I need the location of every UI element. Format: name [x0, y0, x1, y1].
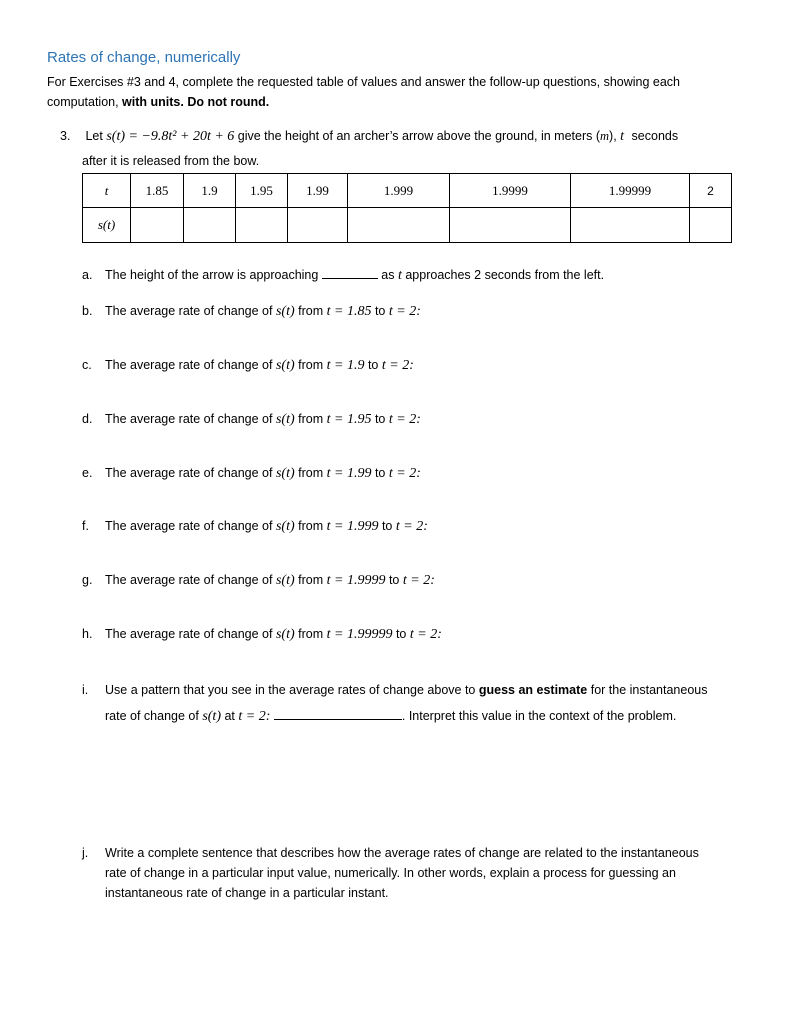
start-time: t = 1.85 — [326, 304, 372, 319]
function-notation: s(t) — [106, 129, 126, 144]
item-text: for the instantaneous — [587, 683, 708, 697]
start-time: t = 1.95 — [326, 412, 372, 427]
item-h — [82, 627, 442, 643]
instructions — [47, 72, 680, 112]
table-row-s — [83, 208, 732, 243]
item-i-line-1 — [82, 677, 707, 703]
problem-3-line-2: after it is released from the bow. — [82, 154, 260, 168]
time-variable: t — [397, 268, 402, 283]
item-text: from — [298, 304, 324, 318]
start-time: t = 1.99 — [326, 466, 372, 481]
table-row-t — [83, 174, 732, 208]
page-title: Rates of change, numerically — [47, 49, 241, 66]
problem-description: give the height of an archer’s arrow above the ground, in meters ( — [237, 129, 601, 143]
seconds-text: seconds — [631, 129, 679, 143]
item-text: The average rate of change of — [105, 519, 273, 533]
item-label: i. — [82, 683, 89, 697]
item-text: to — [367, 358, 379, 372]
item-j-line-2: rate of change in a particular input value, numerically. In other words, explain a process for guessing an — [105, 866, 676, 880]
item-text: to — [388, 573, 400, 587]
problem-description-2: ), — [609, 129, 617, 143]
item-text: Use a pattern that you see in the average rates of change above to — [105, 683, 479, 697]
item-label: b. — [82, 304, 93, 318]
s-value-cell[interactable] — [131, 208, 184, 243]
instructions-text: computation, — [47, 95, 123, 109]
start-time: t = 1.9 — [326, 358, 365, 373]
item-text: rate of change of — [105, 709, 199, 723]
t-value-cell: 1.85 — [131, 174, 184, 208]
item-label: g. — [82, 573, 93, 587]
problem-number: 3. — [60, 129, 71, 143]
item-text: The average rate of change of — [105, 573, 273, 587]
end-time: t = 2: — [409, 627, 442, 642]
item-text: Write a complete sentence that describes how the average rates of change are related to the instantaneous — [105, 846, 699, 860]
function-notation: s(t) — [275, 519, 295, 534]
function-notation: s(t) — [275, 627, 295, 642]
item-i-line-2 — [82, 703, 707, 730]
t-value-cell: 1.95 — [236, 174, 288, 208]
answer-blank[interactable] — [322, 266, 378, 279]
item-b — [82, 304, 421, 320]
t-value-cell: 1.9999 — [450, 174, 571, 208]
t-value-cell: 1.999 — [348, 174, 450, 208]
item-label: e. — [82, 466, 93, 480]
function-notation: s(t) — [275, 466, 295, 481]
item-text: from — [298, 519, 324, 533]
t-header-cell: t — [83, 174, 131, 208]
function-notation: s(t) — [275, 573, 295, 588]
item-d — [82, 412, 421, 428]
unit-symbol: m — [600, 129, 610, 143]
item-f — [82, 519, 428, 535]
item-label: f. — [82, 519, 89, 533]
s-value-cell[interactable] — [690, 208, 732, 243]
item-j-line-1 — [82, 843, 699, 863]
item-text: The average rate of change of — [105, 627, 273, 641]
item-text: from — [298, 412, 324, 426]
item-c — [82, 358, 414, 374]
values-table — [82, 173, 732, 243]
s-value-cell[interactable] — [288, 208, 348, 243]
end-time: t = 2: — [381, 358, 414, 373]
end-time: t = 2: — [402, 573, 435, 588]
s-value-cell[interactable] — [184, 208, 236, 243]
s-value-cell[interactable] — [571, 208, 690, 243]
item-text: to — [374, 466, 386, 480]
s-header-cell: s(t) — [83, 208, 131, 243]
end-time: t = 2: — [388, 466, 421, 481]
item-label: a. — [82, 268, 93, 282]
answer-blank[interactable] — [274, 707, 402, 720]
s-value-cell[interactable] — [236, 208, 288, 243]
item-label: c. — [82, 358, 92, 372]
t-value-cell: 1.99999 — [571, 174, 690, 208]
s-value-cell[interactable] — [348, 208, 450, 243]
instructions-emphasis: with units. Do not round. — [122, 95, 270, 109]
item-i — [82, 677, 707, 730]
item-text: The average rate of change of — [105, 358, 273, 372]
instructions-line-2 — [47, 92, 680, 112]
item-text: approaches 2 seconds from the left. — [405, 268, 605, 282]
function-notation: s(t) — [202, 709, 221, 724]
function-notation: s(t) — [275, 412, 295, 427]
item-label: j. — [82, 846, 89, 860]
item-text: at — [224, 709, 235, 723]
let-text: Let — [85, 129, 103, 143]
item-text: to — [395, 627, 407, 641]
time-variable: t — [620, 129, 625, 144]
item-text: . Interpret this value in the context of the problem. — [401, 709, 677, 723]
item-text: from — [298, 573, 324, 587]
problem-3-line-1 — [60, 129, 678, 145]
function-equation: = −9.8t² + 20t + 6 — [128, 129, 235, 144]
item-g — [82, 573, 435, 589]
start-time: t = 1.99999 — [326, 627, 393, 642]
t-value-cell: 1.99 — [288, 174, 348, 208]
item-text: from — [298, 466, 324, 480]
end-time: t = 2: — [388, 304, 421, 319]
item-text: The average rate of change of — [105, 304, 273, 318]
item-text: as — [381, 268, 395, 282]
function-notation: s(t) — [275, 304, 295, 319]
start-time: t = 1.9999 — [326, 573, 386, 588]
item-text: to — [381, 519, 393, 533]
end-time: t = 2: — [388, 412, 421, 427]
item-e — [82, 466, 421, 482]
instructions-line-1: For Exercises #3 and 4, complete the requested table of values and answer the follow-up questions, showing each — [47, 75, 681, 89]
item-text: to — [374, 412, 386, 426]
t-value-cell: 1.9 — [184, 174, 236, 208]
item-j — [82, 843, 699, 903]
item-text: The height of the arrow is approaching — [105, 268, 319, 282]
item-text: from — [298, 627, 324, 641]
item-label: h. — [82, 627, 93, 641]
item-j-line-3: instantaneous rate of change in a particular instant. — [105, 886, 389, 900]
end-time: t = 2: — [395, 519, 428, 534]
s-value-cell[interactable] — [450, 208, 571, 243]
item-emphasis: guess an estimate — [478, 683, 588, 697]
item-text: The average rate of change of — [105, 466, 273, 480]
function-notation: s(t) — [275, 358, 295, 373]
item-text: The average rate of change of — [105, 412, 273, 426]
item-text: to — [374, 304, 386, 318]
end-time: t = 2: — [238, 709, 271, 724]
start-time: t = 1.999 — [326, 519, 379, 534]
t-value-cell: 2 — [690, 174, 732, 208]
item-label: d. — [82, 412, 93, 426]
item-text: from — [298, 358, 324, 372]
item-a — [82, 266, 604, 284]
